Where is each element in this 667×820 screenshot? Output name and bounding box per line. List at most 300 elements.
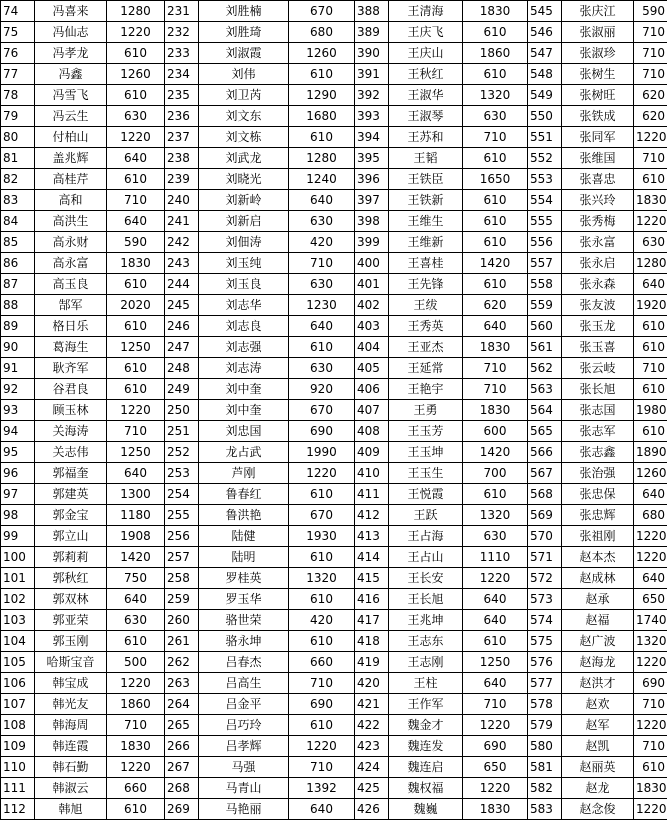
person-name: 赵丽英 [562, 757, 634, 778]
amount-value: 650 [634, 589, 667, 610]
amount-value: 710 [634, 22, 667, 43]
person-name: 郭亚荣 [35, 610, 107, 631]
amount-value: 1980 [634, 400, 667, 421]
person-name: 韩石勤 [35, 757, 107, 778]
row-number: 106 [1, 673, 35, 694]
person-name: 刘新启 [199, 211, 289, 232]
person-name: 王占海 [389, 526, 463, 547]
person-name: 王玉芳 [389, 421, 463, 442]
person-name: 张秀梅 [562, 211, 634, 232]
row-number: 109 [1, 736, 35, 757]
amount-value: 610 [289, 631, 355, 652]
row-number: 397 [355, 190, 389, 211]
table-row [1, 400, 667, 421]
amount-value: 590 [107, 232, 165, 253]
row-number: 267 [165, 757, 199, 778]
person-name: 王志东 [389, 631, 463, 652]
amount-value: 640 [289, 190, 355, 211]
amount-value: 1260 [107, 64, 165, 85]
row-number: 408 [355, 421, 389, 442]
row-number: 389 [355, 22, 389, 43]
person-name: 张喜忠 [562, 169, 634, 190]
amount-value: 640 [634, 568, 667, 589]
amount-value: 1830 [107, 253, 165, 274]
person-name: 刘中奎 [199, 379, 289, 400]
table-row [1, 631, 667, 652]
row-number: 233 [165, 43, 199, 64]
row-number: 95 [1, 442, 35, 463]
person-name: 郭福奎 [35, 463, 107, 484]
row-number: 410 [355, 463, 389, 484]
person-name: 王铁新 [389, 190, 463, 211]
person-name: 张治强 [562, 463, 634, 484]
person-name: 韩连霞 [35, 736, 107, 757]
row-number: 240 [165, 190, 199, 211]
row-number: 406 [355, 379, 389, 400]
person-name: 王柱 [389, 673, 463, 694]
row-number: 407 [355, 400, 389, 421]
person-name: 王秋红 [389, 64, 463, 85]
row-number: 567 [528, 463, 562, 484]
person-name: 鲁春红 [199, 484, 289, 505]
amount-value: 640 [107, 211, 165, 232]
person-name: 王喜桂 [389, 253, 463, 274]
table-row [1, 463, 667, 484]
amount-value: 610 [634, 169, 667, 190]
amount-value: 710 [634, 694, 667, 715]
amount-value: 1250 [463, 652, 528, 673]
person-name: 吕高生 [199, 673, 289, 694]
person-name: 王悦霞 [389, 484, 463, 505]
amount-value: 690 [289, 694, 355, 715]
person-name: 刘志强 [199, 337, 289, 358]
amount-value: 1680 [289, 106, 355, 127]
amount-value: 1830 [634, 778, 667, 799]
row-number: 248 [165, 358, 199, 379]
row-number: 236 [165, 106, 199, 127]
person-name: 吕春杰 [199, 652, 289, 673]
amount-value: 610 [107, 379, 165, 400]
amount-value: 670 [289, 400, 355, 421]
row-number: 398 [355, 211, 389, 232]
amount-value: 1650 [463, 169, 528, 190]
row-number: 557 [528, 253, 562, 274]
person-name: 高洪生 [35, 211, 107, 232]
row-number: 578 [528, 694, 562, 715]
person-name: 郭金宝 [35, 505, 107, 526]
person-name: 高永富 [35, 253, 107, 274]
amount-value: 640 [634, 484, 667, 505]
person-name: 张淑珍 [562, 43, 634, 64]
table-row [1, 505, 667, 526]
amount-value: 1280 [107, 1, 165, 22]
person-name: 张永启 [562, 253, 634, 274]
person-name: 王维生 [389, 211, 463, 232]
amount-value: 710 [463, 694, 528, 715]
person-name: 冯云生 [35, 106, 107, 127]
row-number: 74 [1, 1, 35, 22]
amount-value: 610 [107, 316, 165, 337]
amount-value: 1220 [107, 757, 165, 778]
row-number: 572 [528, 568, 562, 589]
person-name: 赵龙 [562, 778, 634, 799]
table-row [1, 190, 667, 211]
row-number: 392 [355, 85, 389, 106]
person-name: 王占山 [389, 547, 463, 568]
person-name: 王长旭 [389, 589, 463, 610]
row-number: 571 [528, 547, 562, 568]
row-number: 253 [165, 463, 199, 484]
row-number: 579 [528, 715, 562, 736]
row-number: 87 [1, 274, 35, 295]
amount-value: 1920 [634, 295, 667, 316]
row-number: 256 [165, 526, 199, 547]
row-number: 231 [165, 1, 199, 22]
person-name: 谷君良 [35, 379, 107, 400]
row-number: 566 [528, 442, 562, 463]
amount-value: 710 [463, 127, 528, 148]
person-name: 王淑华 [389, 85, 463, 106]
row-number: 401 [355, 274, 389, 295]
row-number: 78 [1, 85, 35, 106]
person-name: 张长旭 [562, 379, 634, 400]
row-number: 259 [165, 589, 199, 610]
person-name: 刘伟 [199, 64, 289, 85]
row-number: 421 [355, 694, 389, 715]
person-name: 关志伟 [35, 442, 107, 463]
person-name: 刘卫芮 [199, 85, 289, 106]
amount-value: 1220 [107, 400, 165, 421]
row-number: 559 [528, 295, 562, 316]
table-row [1, 211, 667, 232]
table-row [1, 1, 667, 22]
amount-value: 1320 [463, 85, 528, 106]
person-name: 王玉生 [389, 463, 463, 484]
amount-value: 1990 [289, 442, 355, 463]
row-number: 97 [1, 484, 35, 505]
amount-value: 1250 [107, 442, 165, 463]
person-name: 冯鑫 [35, 64, 107, 85]
row-number: 580 [528, 736, 562, 757]
person-name: 韩海周 [35, 715, 107, 736]
row-number: 244 [165, 274, 199, 295]
row-number: 235 [165, 85, 199, 106]
row-number: 98 [1, 505, 35, 526]
person-name: 马艳丽 [199, 799, 289, 820]
amount-value: 610 [107, 358, 165, 379]
table-row [1, 526, 667, 547]
amount-value: 1220 [107, 22, 165, 43]
person-name: 张铁成 [562, 106, 634, 127]
table-row [1, 484, 667, 505]
amount-value: 640 [107, 463, 165, 484]
amount-value: 610 [289, 484, 355, 505]
table-row [1, 799, 667, 820]
amount-value: 1830 [634, 190, 667, 211]
row-number: 246 [165, 316, 199, 337]
amount-value: 1890 [634, 442, 667, 463]
amount-value: 610 [634, 421, 667, 442]
person-name: 王延常 [389, 358, 463, 379]
amount-value: 620 [634, 85, 667, 106]
amount-value: 1260 [289, 43, 355, 64]
amount-value: 420 [289, 232, 355, 253]
row-number: 546 [528, 22, 562, 43]
row-number: 413 [355, 526, 389, 547]
amount-value: 610 [463, 631, 528, 652]
amount-value: 690 [289, 421, 355, 442]
person-name: 赵军 [562, 715, 634, 736]
row-number: 583 [528, 799, 562, 820]
person-name: 刘胜楠 [199, 1, 289, 22]
person-name: 张同军 [562, 127, 634, 148]
row-number: 88 [1, 295, 35, 316]
person-name: 高桂芹 [35, 169, 107, 190]
person-name: 刘中奎 [199, 400, 289, 421]
amount-value: 610 [463, 64, 528, 85]
amount-value: 1220 [634, 127, 667, 148]
amount-value: 500 [107, 652, 165, 673]
row-number: 242 [165, 232, 199, 253]
person-name: 罗桂英 [199, 568, 289, 589]
row-number: 561 [528, 337, 562, 358]
person-name: 龙占武 [199, 442, 289, 463]
person-name: 郭双林 [35, 589, 107, 610]
amount-value: 710 [634, 358, 667, 379]
amount-value: 710 [634, 148, 667, 169]
person-name: 王铁臣 [389, 169, 463, 190]
person-name: 王亚杰 [389, 337, 463, 358]
row-number: 423 [355, 736, 389, 757]
table-row [1, 757, 667, 778]
amount-value: 710 [289, 253, 355, 274]
person-name: 赵福 [562, 610, 634, 631]
person-name: 张祖刚 [562, 526, 634, 547]
table-row [1, 778, 667, 799]
row-number: 93 [1, 400, 35, 421]
amount-value: 1320 [463, 505, 528, 526]
table-row [1, 673, 667, 694]
person-name: 高玉良 [35, 274, 107, 295]
person-name: 张志军 [562, 421, 634, 442]
amount-value: 640 [634, 274, 667, 295]
amount-value: 630 [463, 106, 528, 127]
amount-value: 660 [289, 652, 355, 673]
amount-value: 1420 [463, 253, 528, 274]
amount-value: 640 [463, 673, 528, 694]
amount-value: 710 [634, 64, 667, 85]
table-row [1, 421, 667, 442]
person-name: 张玉喜 [562, 337, 634, 358]
amount-value: 610 [107, 43, 165, 64]
amount-value: 620 [463, 295, 528, 316]
table-row [1, 442, 667, 463]
row-number: 81 [1, 148, 35, 169]
row-number: 262 [165, 652, 199, 673]
row-number: 581 [528, 757, 562, 778]
person-name: 高永财 [35, 232, 107, 253]
person-name: 郭玉刚 [35, 631, 107, 652]
person-name: 张淑丽 [562, 22, 634, 43]
row-number: 265 [165, 715, 199, 736]
amount-value: 920 [289, 379, 355, 400]
row-number: 241 [165, 211, 199, 232]
amount-value: 1830 [463, 337, 528, 358]
row-number: 86 [1, 253, 35, 274]
table-row [1, 316, 667, 337]
amount-value: 1908 [107, 526, 165, 547]
amount-value: 640 [289, 316, 355, 337]
table-row [1, 547, 667, 568]
row-number: 100 [1, 547, 35, 568]
amount-value: 610 [107, 631, 165, 652]
person-name: 冯仙志 [35, 22, 107, 43]
person-name: 王长安 [389, 568, 463, 589]
person-name: 王庆飞 [389, 22, 463, 43]
amount-value: 710 [634, 43, 667, 64]
row-number: 112 [1, 799, 35, 820]
amount-value: 610 [463, 148, 528, 169]
row-number: 83 [1, 190, 35, 211]
person-name: 刘佃涛 [199, 232, 289, 253]
amount-value: 630 [463, 526, 528, 547]
amount-value: 1420 [107, 547, 165, 568]
person-name: 王秀英 [389, 316, 463, 337]
row-number: 239 [165, 169, 199, 190]
amount-value: 610 [107, 169, 165, 190]
amount-value: 1220 [634, 715, 667, 736]
amount-value: 750 [107, 568, 165, 589]
table-row [1, 610, 667, 631]
amount-value: 640 [289, 799, 355, 820]
amount-value: 680 [289, 22, 355, 43]
amount-value: 690 [463, 736, 528, 757]
table-row [1, 253, 667, 274]
person-name: 赵海龙 [562, 652, 634, 673]
person-name: 冯喜来 [35, 1, 107, 22]
amount-value: 1220 [463, 778, 528, 799]
person-name: 郜军 [35, 295, 107, 316]
amount-value: 710 [289, 673, 355, 694]
amount-value: 690 [634, 673, 667, 694]
amount-value: 610 [289, 715, 355, 736]
amount-value: 2020 [107, 295, 165, 316]
amount-value: 610 [289, 547, 355, 568]
person-name: 王韬 [389, 148, 463, 169]
person-name: 顾玉林 [35, 400, 107, 421]
person-name: 张友波 [562, 295, 634, 316]
row-number: 565 [528, 421, 562, 442]
person-name: 刘志华 [199, 295, 289, 316]
amount-value: 1220 [107, 127, 165, 148]
amount-value: 620 [634, 106, 667, 127]
row-number: 251 [165, 421, 199, 442]
row-number: 411 [355, 484, 389, 505]
amount-value: 1260 [634, 463, 667, 484]
person-name: 高和 [35, 190, 107, 211]
amount-value: 710 [463, 379, 528, 400]
row-number: 79 [1, 106, 35, 127]
amount-value: 1290 [289, 85, 355, 106]
row-number: 574 [528, 610, 562, 631]
person-name: 骆永坤 [199, 631, 289, 652]
person-name: 赵洪才 [562, 673, 634, 694]
table-row [1, 22, 667, 43]
amount-value: 1420 [463, 442, 528, 463]
row-number: 394 [355, 127, 389, 148]
person-name: 赵承 [562, 589, 634, 610]
row-number: 108 [1, 715, 35, 736]
person-name: 赵念俊 [562, 799, 634, 820]
person-name: 陆明 [199, 547, 289, 568]
table-row [1, 589, 667, 610]
person-name: 哈斯宝音 [35, 652, 107, 673]
person-name: 张忠保 [562, 484, 634, 505]
amount-value: 1220 [634, 652, 667, 673]
person-name: 付柏山 [35, 127, 107, 148]
amount-value: 640 [463, 589, 528, 610]
table-row [1, 106, 667, 127]
row-number: 422 [355, 715, 389, 736]
row-number: 90 [1, 337, 35, 358]
amount-value: 590 [634, 1, 667, 22]
row-number: 111 [1, 778, 35, 799]
amount-value: 1280 [289, 148, 355, 169]
person-name: 刘玉良 [199, 274, 289, 295]
person-name: 刘胜琦 [199, 22, 289, 43]
row-number: 414 [355, 547, 389, 568]
person-name: 王淑琴 [389, 106, 463, 127]
person-name: 耿齐军 [35, 358, 107, 379]
person-name: 刘志良 [199, 316, 289, 337]
amount-value: 610 [463, 190, 528, 211]
person-name: 韩宝成 [35, 673, 107, 694]
row-number: 560 [528, 316, 562, 337]
row-number: 89 [1, 316, 35, 337]
row-number: 110 [1, 757, 35, 778]
row-number: 555 [528, 211, 562, 232]
amount-value: 610 [107, 85, 165, 106]
row-number: 103 [1, 610, 35, 631]
row-number: 548 [528, 64, 562, 85]
row-number: 247 [165, 337, 199, 358]
amount-value: 610 [463, 22, 528, 43]
row-number: 96 [1, 463, 35, 484]
amount-value: 1220 [634, 547, 667, 568]
amount-value: 640 [463, 610, 528, 631]
row-number: 388 [355, 1, 389, 22]
row-number: 573 [528, 589, 562, 610]
person-name: 张树生 [562, 64, 634, 85]
amount-value: 1830 [463, 1, 528, 22]
amount-value: 630 [107, 610, 165, 631]
person-name: 王先锋 [389, 274, 463, 295]
amount-value: 1392 [289, 778, 355, 799]
row-number: 264 [165, 694, 199, 715]
person-name: 王艳宇 [389, 379, 463, 400]
amount-value: 630 [289, 274, 355, 295]
person-name: 鲁洪艳 [199, 505, 289, 526]
person-name: 韩淑云 [35, 778, 107, 799]
person-name: 郭莉莉 [35, 547, 107, 568]
row-number: 568 [528, 484, 562, 505]
row-number: 575 [528, 631, 562, 652]
person-name: 张玉龙 [562, 316, 634, 337]
table-row [1, 274, 667, 295]
row-number: 552 [528, 148, 562, 169]
person-name: 格日乐 [35, 316, 107, 337]
person-name: 芦刚 [199, 463, 289, 484]
